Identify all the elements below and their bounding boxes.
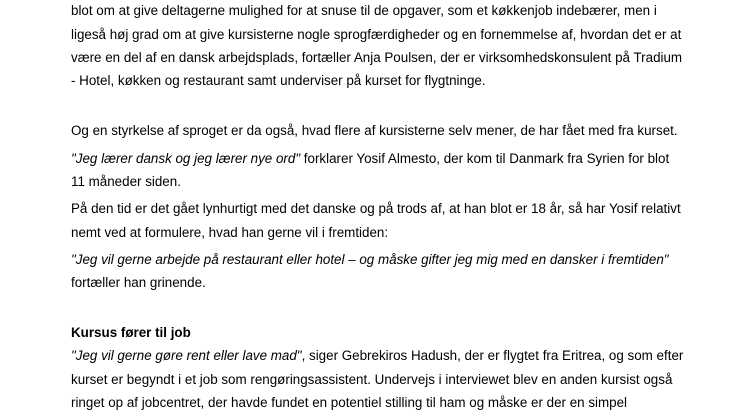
- paragraph-line: fortæller han grinende.: [71, 275, 206, 290]
- quote-line: "Jeg vil gerne arbejde på restaurant eller hotel – og måske gifter jeg mig med en dansker i fremtiden": [71, 252, 669, 267]
- paragraph-line: ligeså høj grad om at give kursisterne nogle sprogfærdigheder og en fornemmelse af, hvordan det er at: [71, 27, 682, 42]
- paragraph-line: nemt ved at formulere, hvad han gerne vil i fremtiden:: [71, 225, 389, 240]
- quote-line: [71, 151, 669, 167]
- paragraph-line: - Hotel, køkken og restaurant samt underviser på kurset for flygtninge.: [71, 73, 486, 88]
- section-heading: Kursus fører til job: [71, 325, 191, 340]
- quote-attribution: , siger Gebrekiros Hadush, der er flygtet fra Eritrea, og som efter: [301, 348, 684, 363]
- paragraph-line: Og en styrkelse af sproget er da også, hvad flere af kursisterne selv mener, de har fået med fra kurset.: [71, 123, 678, 138]
- paragraph-line: På den tid er det gået lynhurtigt med det danske og på trods af, at han blot er 18 år, så har Yosif relativt: [71, 201, 681, 216]
- quote-attribution: forklarer Yosif Almesto, der kom til Danmark fra Syrien for blot: [300, 151, 670, 166]
- paragraph-line: kurset er begyndt i et job som rengøringsassistent. Undervejs i interviewet blev en anden kursist også: [71, 372, 673, 387]
- quote-line: [71, 348, 683, 364]
- paragraph-line: ringet op af jobcentret, der havde fundet en potentiel stilling til ham og måske er der en simpel: [71, 395, 628, 410]
- quote-text: "Jeg lærer dansk og jeg lærer nye ord": [71, 151, 301, 166]
- paragraph-line: være en del af en dansk arbejdsplads, fortæller Anja Poulsen, der er virksomhedskonsulent på Tradium: [71, 50, 683, 65]
- paragraph-line: 11 måneder siden.: [71, 174, 181, 189]
- quote-text: "Jeg vil gerne gøre rent eller lave mad": [71, 348, 302, 363]
- paragraph-line: blot om at give deltagerne mulighed for at snuse til de opgaver, som et køkkenjob indebærer, men i: [71, 3, 657, 18]
